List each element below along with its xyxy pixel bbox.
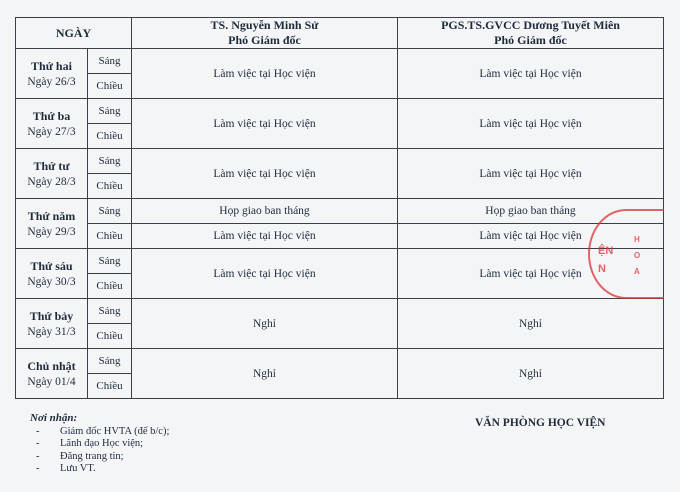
day-date: Ngày 28/3	[27, 175, 76, 188]
day-column-header: NGÀY	[16, 18, 132, 49]
day-cell	[16, 49, 88, 99]
table-row	[16, 224, 664, 249]
header-row	[16, 18, 664, 49]
day-name: Thứ năm	[27, 208, 76, 223]
person2-header	[398, 18, 664, 49]
person2-activity: Làm việc tại Học viện	[398, 99, 664, 149]
person2-activity: Làm việc tại Học viện	[398, 49, 664, 99]
session-afternoon: Chiều	[88, 374, 132, 399]
person2-activity: Làm việc tại Học viện	[398, 249, 664, 299]
day-cell	[16, 99, 88, 149]
person2-activity: Nghỉ	[398, 349, 664, 399]
session-afternoon: Chiều	[88, 74, 132, 99]
person1-header	[132, 18, 398, 49]
day-cell	[16, 299, 88, 349]
table-row	[16, 199, 664, 224]
day-date: Ngày 01/4	[27, 375, 76, 388]
day-cell	[16, 199, 88, 249]
session-afternoon: Chiều	[88, 124, 132, 149]
person2-role: Phó Giám đốc	[494, 33, 567, 47]
list-item: - Giám đốc HVTA (để b/c);	[30, 426, 169, 439]
day-cell	[16, 349, 88, 399]
day-name: Chủ nhật	[27, 358, 76, 373]
person2-name: PGS.TS.GVCC Dương Tuyết Miên	[441, 18, 620, 32]
person1-activity: Nghỉ	[132, 299, 398, 349]
table-row	[16, 149, 664, 174]
table-row	[16, 249, 664, 274]
recipients-title: Nơi nhận:	[30, 412, 78, 424]
person1-name: TS. Nguyễn Minh Sử	[210, 18, 319, 32]
person1-activity: Làm việc tại Học viện	[132, 49, 398, 99]
day-date: Ngày 27/3	[27, 125, 76, 138]
list-item: - Lãnh đạo Học viện;	[30, 438, 169, 451]
person1-activity: Nghỉ	[132, 349, 398, 399]
day-date: Ngày 31/3	[27, 325, 76, 338]
person1-activity-afternoon: Làm việc tại Học viện	[132, 224, 398, 249]
day-name: Thứ sáu	[30, 258, 73, 273]
session-morning: Sáng	[88, 99, 132, 124]
red-seal-stamp: ỆN N H O A	[588, 209, 664, 299]
session-afternoon: Chiều	[88, 224, 132, 249]
day-cell	[16, 249, 88, 299]
person2-activity: Làm việc tại Học viện	[398, 149, 664, 199]
session-morning: Sáng	[88, 149, 132, 174]
person2-activity: Nghỉ	[398, 299, 664, 349]
session-morning: Sáng	[88, 249, 132, 274]
day-date: Ngày 29/3	[27, 225, 76, 238]
day-name: Thứ ba	[32, 108, 71, 123]
recipients-block	[30, 412, 169, 476]
day-cell	[16, 149, 88, 199]
person1-role: Phó Giám đốc	[228, 33, 301, 47]
session-afternoon: Chiều	[88, 324, 132, 349]
session-afternoon: Chiều	[88, 274, 132, 299]
person1-activity: Làm việc tại Học viện	[132, 249, 398, 299]
day-name: Thứ tư	[33, 158, 70, 173]
table-row	[16, 349, 664, 374]
session-morning: Sáng	[88, 349, 132, 374]
session-afternoon: Chiều	[88, 174, 132, 199]
table-row	[16, 299, 664, 324]
person1-activity-morning: Họp giao ban tháng	[132, 199, 398, 224]
session-morning: Sáng	[88, 49, 132, 74]
list-item: - Lưu VT.	[30, 463, 169, 476]
table-row	[16, 49, 664, 74]
person2-activity-afternoon: Làm việc tại Học viện	[398, 224, 664, 249]
day-date: Ngày 30/3	[27, 275, 76, 288]
day-date: Ngày 26/3	[27, 75, 76, 88]
person1-activity: Làm việc tại Học viện	[132, 149, 398, 199]
schedule-table	[15, 17, 664, 399]
day-name: Thứ bảy	[29, 308, 74, 323]
list-item: - Đăng trang tin;	[30, 451, 169, 464]
recipients-list	[30, 426, 169, 476]
person2-activity-morning: Họp giao ban tháng	[398, 199, 664, 224]
person1-activity: Làm việc tại Học viện	[132, 99, 398, 149]
office-signature: VĂN PHÒNG HỌC VIỆN	[475, 417, 606, 429]
session-morning: Sáng	[88, 199, 132, 224]
session-morning: Sáng	[88, 299, 132, 324]
day-name: Thứ hai	[31, 58, 72, 73]
table-row	[16, 99, 664, 124]
